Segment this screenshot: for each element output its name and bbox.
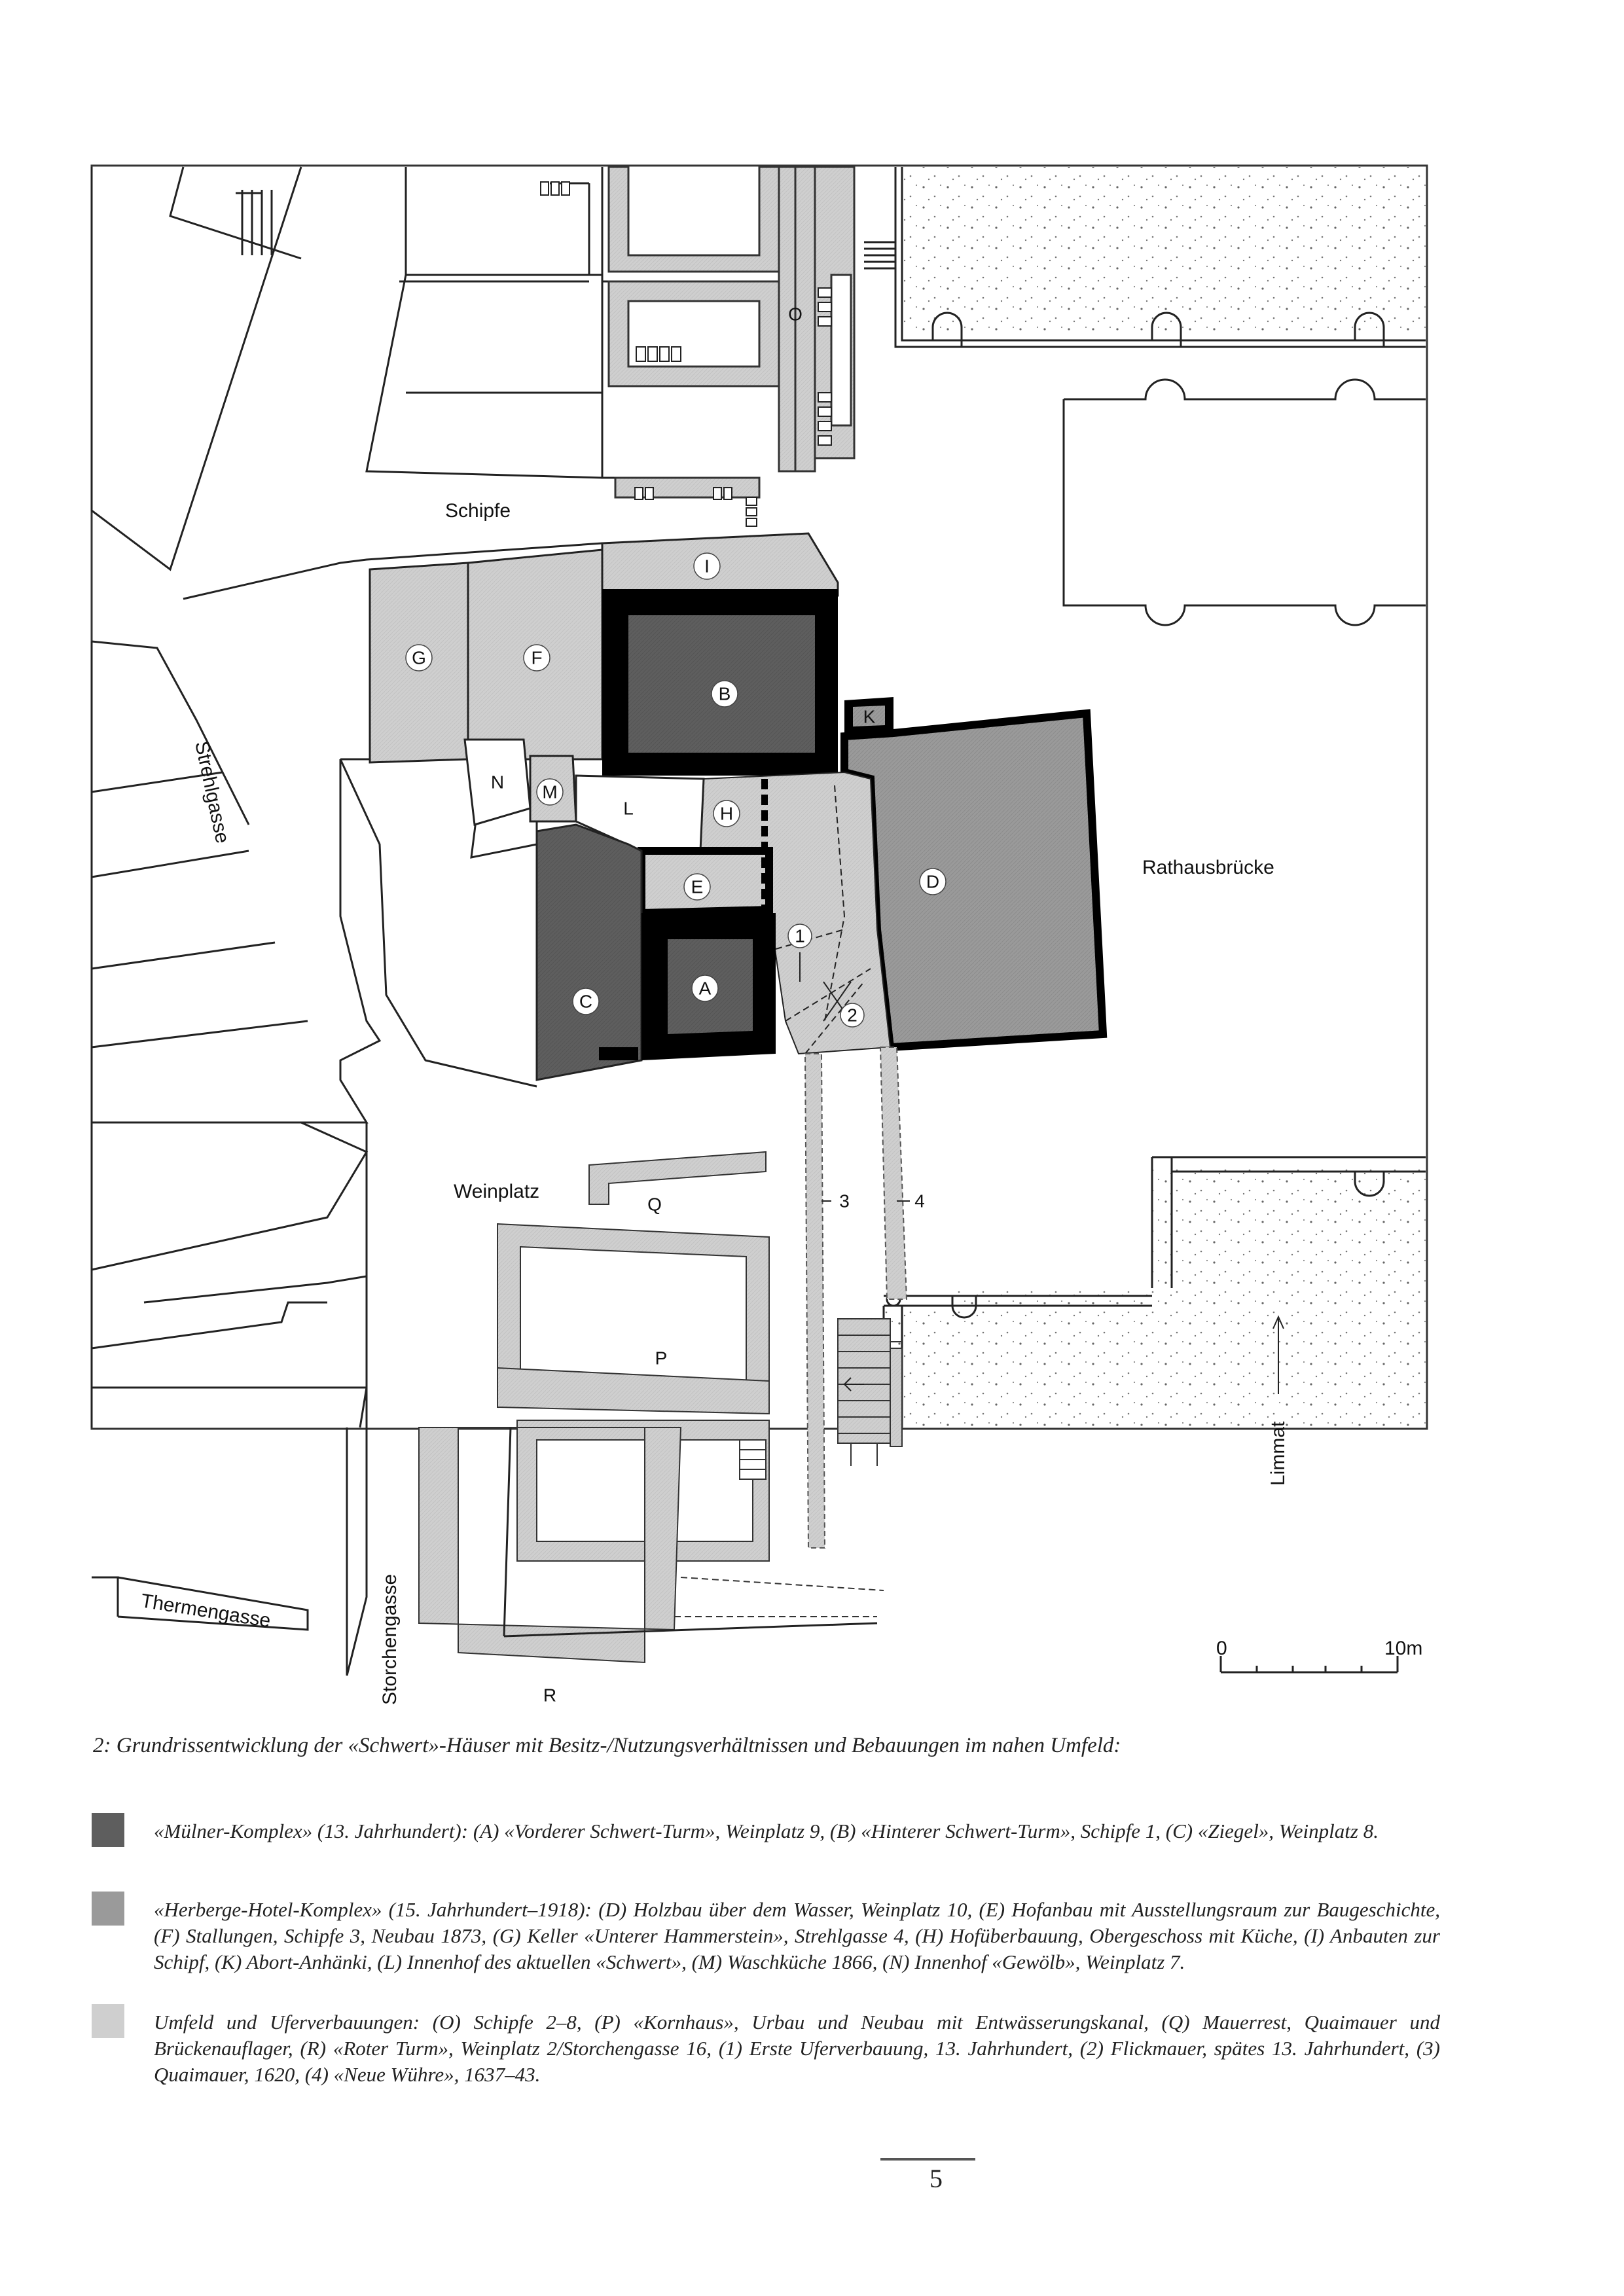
area-O-schipfe-2-8 [609, 167, 854, 497]
label-limmat: Limmat [1267, 1421, 1289, 1486]
letter-Q: Q [647, 1194, 662, 1215]
legend-swatch-light [92, 2004, 124, 2038]
legend-swatch-dark [92, 1813, 124, 1847]
legend-swatch-medium [92, 1892, 124, 1926]
letter-C: C [579, 991, 593, 1012]
scale-bar [1221, 1656, 1398, 1672]
label-storchengasse: Storchengasse [379, 1573, 401, 1705]
label-strehlgasse: Strehlgasse [190, 739, 234, 846]
scale-bar-zero: 0 [1216, 1638, 1227, 1659]
dashed-boundary-south [674, 1577, 884, 1617]
page-number: 5 [929, 2164, 943, 2193]
letter-K: K [863, 706, 876, 727]
label-rathausbruecke: Rathausbrücke [1142, 857, 1274, 878]
letter-A: A [698, 978, 712, 999]
number-1: 1 [795, 925, 805, 946]
letter-E: E [691, 876, 704, 897]
label-schipfe: Schipfe [445, 500, 511, 522]
letter-L: L [623, 798, 634, 819]
quay-wall-3 [805, 1054, 825, 1548]
river-area-north [902, 167, 1426, 337]
letter-M: M [542, 781, 558, 802]
south-left-blocks [92, 1122, 367, 1676]
label-weinplatz: Weinplatz [454, 1181, 540, 1202]
wall-segment-c [599, 1047, 638, 1060]
letter-I: I [704, 556, 710, 577]
number-4: 4 [914, 1191, 925, 1211]
letter-O: O [788, 304, 803, 325]
letter-N: N [490, 772, 505, 793]
letter-B: B [718, 683, 731, 704]
letter-P: P [655, 1348, 668, 1369]
letter-D: D [926, 871, 940, 892]
rathausbruecke-bridge [1064, 380, 1426, 625]
scale-bar-end: 10m [1384, 1638, 1423, 1659]
area-Q-wall [589, 1152, 766, 1204]
letter-R: R [543, 1685, 557, 1706]
page-number-rule [880, 2158, 975, 2161]
area-P-stair [740, 1440, 766, 1479]
letter-F: F [531, 647, 543, 668]
label-thermengasse: Thermengasse [139, 1590, 272, 1632]
area-C [537, 825, 641, 1080]
letter-G: G [412, 647, 426, 668]
area-P-kornhaus [497, 1224, 769, 1561]
number-3: 3 [839, 1191, 850, 1211]
letter-H: H [719, 803, 734, 824]
legend-item-muelner-komplex: «Mülner-Komplex» (13. Jahrhundert): (A) «Vorderer Schwert-Turm», Weinplatz 9, (B) «Hinterer Schwert-Turm», Schipfe 1, (C) «Ziegel», Weinplatz 8. [154, 1820, 1379, 1842]
figure-caption: 2: Grundrissentwicklung der «Schwert»-Häuser mit Besitz-/Nutzungsverhältnissen und Bebauungen im nahen Umfeld: [93, 1734, 1121, 1757]
quay-wall-4 [880, 1047, 907, 1299]
number-2: 2 [847, 1005, 857, 1026]
legend-item-herberge-hotel-komplex: «Herberge-Hotel-Komplex» (15. Jahrhundert–1918): (D) Holzbau über dem Wasser, Weinplatz 10, (E) Hofanbau mit Ausstellungsraum zur Baugeschichte, (F) Stallungen, Schipfe 3, Neubau 1873, (G) Keller «Unterer Hammerstein», Strehlgasse 4, (H) Hofüberbauung, Obergeschoss mit Küche, (I) Anbauten zur Schipf, (K) Abort-Anhänki, (L) Innenhof des aktuellen «Schwert», (M) Waschküche 1866, (N) Innenhof «Gewölb», Weinplatz 7. [154, 1898, 1440, 1973]
legend-item-umfeld-uferverbauungen: Umfeld und Uferverbauungen: (O) Schipfe 2–8, (P) «Kornhaus», Urbau und Neubau mit Entwässerungskanal, (Q) Mauerrest, Quaimauer und Brückenauflager, (R) «Roter Turm», Weinplatz 2/Storchengasse 16, (1) Erste Uferverbauung, 13. Jahrhundert, (2) Flickmauer, spätes 13. Jahrhundert, (3) Quaimauer, 1620, (4) «Neue Wühre», 1637–43. [154, 2011, 1440, 2086]
